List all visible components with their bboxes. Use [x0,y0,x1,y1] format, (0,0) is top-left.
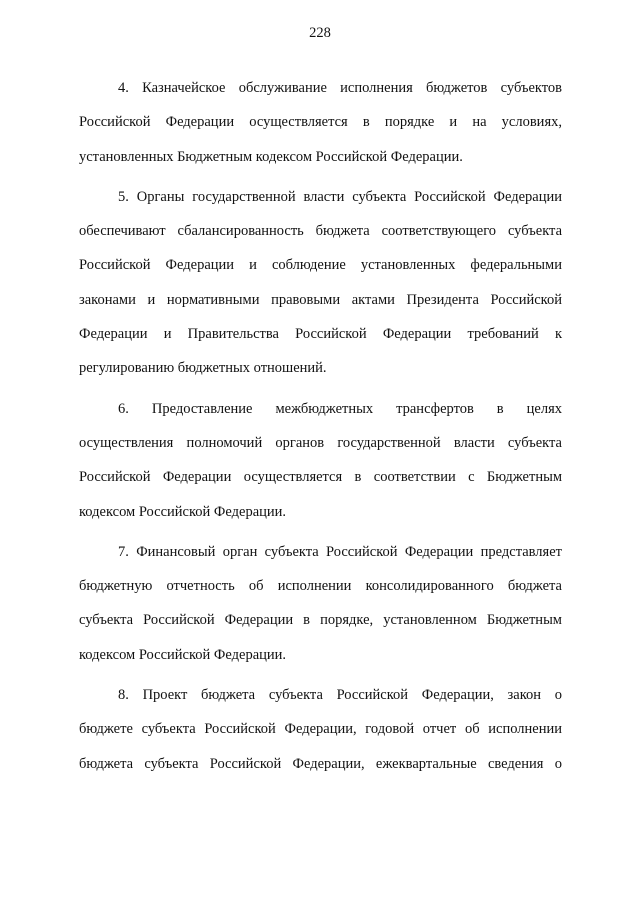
paragraph-line: Российской Федерации осуществляется в соответствии с Бюджетным [79,469,562,486]
paragraph-line: бюджета субъекта Российской Федерации, ежеквартальные сведения о [79,755,562,772]
document-body [79,71,562,787]
paragraph-line: Российской Федерации осуществляется в порядке и на условиях, [79,114,562,131]
page-number: 228 [309,25,331,41]
paragraph-line: обеспечивают сбалансированность бюджета соответствующего субъекта [79,223,562,240]
paragraph-line: бюджетную отчетность об исполнении консолидированного бюджета [79,578,562,595]
paragraph-line: субъекта Российской Федерации в порядке, установленном Бюджетным [79,612,562,629]
paragraph-line: 6. Предоставление межбюджетных трансфертов в целях [118,400,562,417]
paragraph-line: кодексом Российской Федерации. [79,646,287,663]
paragraph-line: 8. Проект бюджета субъекта Российской Федерации, закон о [118,687,562,704]
paragraph-line: законами и нормативными правовыми актами Президента Российской [79,291,562,308]
paragraph-line: бюджете субъекта Российской Федерации, годовой отчет об исполнении [79,721,562,738]
paragraph-item-4 [79,71,562,174]
paragraph-line: Российской Федерации и соблюдение установленных федеральными [79,257,562,274]
paragraph-line: 4. Казначейское обслуживание исполнения бюджетов субъектов [118,80,562,96]
paragraph-line: кодексом Российской Федерации. [79,503,287,520]
paragraph-line: осуществления полномочий органов государственной власти субъекта [79,434,562,451]
paragraph-line: регулированию бюджетных отношений. [79,360,327,377]
paragraph-item-7 [79,535,562,672]
paragraph-line: 5. Органы государственной власти субъекта Российской Федерации [118,188,562,205]
paragraph-item-8 [79,678,562,781]
paragraph-line: Федерации и Правительства Российской Федерации требований к [79,326,562,343]
paragraph-line: 7. Финансовый орган субъекта Российской Федерации представляет [118,543,562,560]
paragraph-item-6 [79,392,562,529]
paragraph-item-5 [79,180,562,386]
paragraph-line: установленных Бюджетным кодексом Российской Федерации. [79,148,463,165]
